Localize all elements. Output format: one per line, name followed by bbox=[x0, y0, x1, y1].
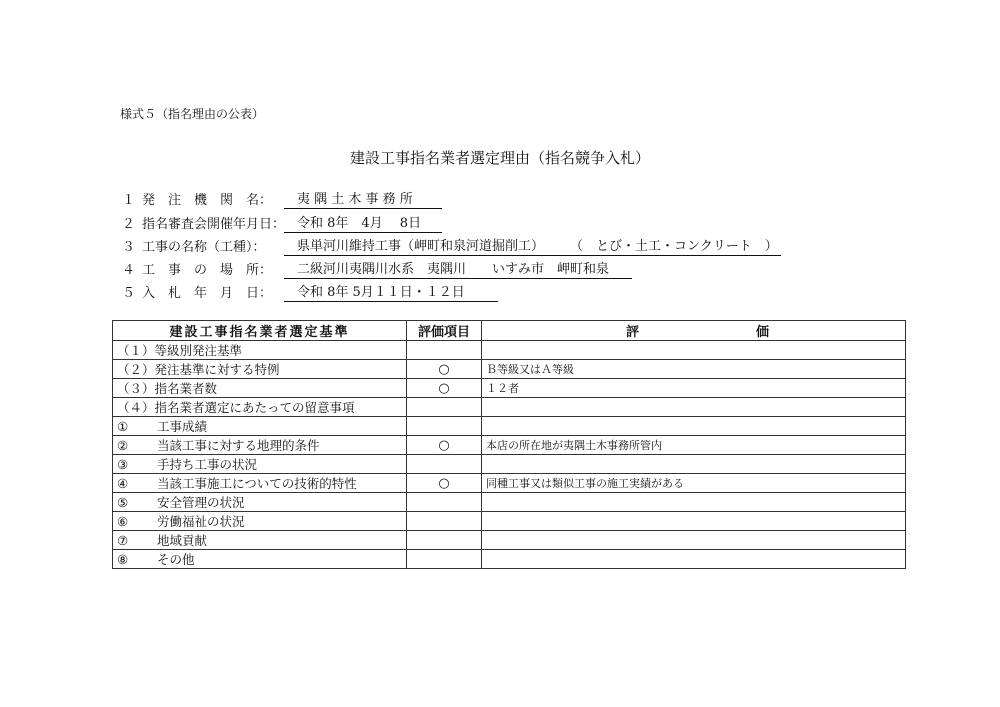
mark-cell: ○ bbox=[407, 360, 482, 379]
item-number: ④ bbox=[117, 476, 129, 491]
table-row bbox=[113, 550, 906, 569]
info-row-location bbox=[122, 259, 632, 277]
info-number: ３ bbox=[122, 239, 136, 255]
item-number: ⑦ bbox=[117, 533, 129, 548]
table-row bbox=[113, 379, 906, 398]
evaluation-cell bbox=[482, 341, 906, 360]
info-value: 令和 8年 5月１１日・１２日 bbox=[284, 281, 498, 302]
header-evaluation-right: 価 bbox=[755, 325, 769, 340]
criteria-cell bbox=[113, 531, 407, 550]
evaluation-cell bbox=[482, 455, 906, 474]
item-number: ② bbox=[117, 438, 129, 453]
evaluation-cell: 同種工事又は類似工事の施工実績がある bbox=[482, 474, 906, 493]
evaluation-cell bbox=[482, 512, 906, 531]
info-row-bid-date bbox=[122, 282, 498, 300]
criteria-text: 当該工事に対する地理的条件 bbox=[157, 438, 320, 453]
header-evaluation-left: 評 bbox=[626, 325, 640, 340]
table-row bbox=[113, 493, 906, 512]
info-label: 発 注 機 関 名： bbox=[142, 192, 273, 208]
header-criteria: 建設工事指名業者選定基準 bbox=[113, 321, 407, 341]
info-number: ５ bbox=[122, 285, 136, 301]
table-row bbox=[113, 360, 906, 379]
evaluation-cell: Ｂ等級又はＡ等級 bbox=[482, 360, 906, 379]
criteria-cell: （３）指名業者数 bbox=[113, 379, 407, 398]
criteria-text: 労働福祉の状況 bbox=[157, 514, 245, 529]
mark-cell bbox=[407, 512, 482, 531]
evaluation-cell bbox=[482, 493, 906, 512]
info-number: １ bbox=[122, 192, 136, 208]
item-number: ⑧ bbox=[117, 552, 129, 567]
table-row bbox=[113, 474, 906, 493]
criteria-cell bbox=[113, 550, 407, 569]
mark-cell: ○ bbox=[407, 436, 482, 455]
evaluation-cell bbox=[482, 398, 906, 417]
item-number: ③ bbox=[117, 457, 129, 472]
evaluation-cell bbox=[482, 417, 906, 436]
info-value: 二級河川夷隅川水系 夷隅川 いすみ市 岬町和泉 bbox=[284, 258, 632, 279]
page-title: 建設工事指名業者選定理由（指名競争入札） bbox=[349, 149, 650, 167]
info-label: 入 札 年 月 日： bbox=[142, 285, 273, 301]
table-row bbox=[113, 436, 906, 455]
criteria-cell bbox=[113, 436, 407, 455]
evaluation-cell bbox=[482, 531, 906, 550]
form-number: 様式５（指名理由の公表） bbox=[120, 107, 265, 121]
criteria-cell: （４）指名業者選定にあたっての留意事項 bbox=[113, 398, 407, 417]
info-value: 県単河川維持工事（岬町和泉河道掘削工） （ とび・土工・コンクリート ） bbox=[284, 235, 781, 256]
info-label: 指名審査会開催年月日： bbox=[142, 216, 286, 232]
info-row-project-name bbox=[122, 236, 781, 254]
criteria-cell bbox=[113, 417, 407, 436]
table-row bbox=[113, 512, 906, 531]
criteria-text: その他 bbox=[157, 552, 195, 567]
table-row bbox=[113, 455, 906, 474]
table-row bbox=[113, 398, 906, 417]
info-label: 工 事 の 場 所： bbox=[142, 262, 273, 278]
mark-cell bbox=[407, 550, 482, 569]
criteria-cell bbox=[113, 474, 407, 493]
table-header-row bbox=[113, 321, 906, 341]
table-row bbox=[113, 531, 906, 550]
evaluation-cell bbox=[482, 550, 906, 569]
mark-cell bbox=[407, 455, 482, 474]
info-row-ordering-agency bbox=[122, 189, 442, 207]
criteria-text: 工事成績 bbox=[157, 419, 208, 434]
mark-cell bbox=[407, 493, 482, 512]
info-number: ２ bbox=[122, 216, 136, 232]
mark-cell bbox=[407, 417, 482, 436]
table-row bbox=[113, 417, 906, 436]
info-label: 工事の名称（工種）： bbox=[142, 239, 266, 255]
header-evaluation-item: 評価項目 bbox=[407, 321, 482, 341]
criteria-cell bbox=[113, 455, 407, 474]
criteria-text: 当該工事施工についての技術的特性 bbox=[157, 476, 357, 491]
criteria-cell bbox=[113, 493, 407, 512]
info-value: 夷 隅 土 木 事 務 所 bbox=[284, 188, 442, 209]
info-number: ４ bbox=[122, 262, 136, 278]
criteria-text: 地域貢献 bbox=[157, 533, 208, 548]
table-row bbox=[113, 341, 906, 360]
item-number: ⑥ bbox=[117, 514, 129, 529]
mark-cell bbox=[407, 341, 482, 360]
header-evaluation bbox=[482, 321, 906, 341]
mark-cell bbox=[407, 398, 482, 417]
criteria-cell bbox=[113, 512, 407, 531]
criteria-cell: （２）発注基準に対する特例 bbox=[113, 360, 407, 379]
info-value: 令和 8年 4月 8日 bbox=[284, 212, 442, 233]
mark-cell bbox=[407, 531, 482, 550]
evaluation-cell: １２者 bbox=[482, 379, 906, 398]
criteria-text: 手持ち工事の状況 bbox=[157, 457, 258, 472]
selection-criteria-table bbox=[112, 320, 906, 569]
evaluation-cell: 本店の所在地が夷隅土木事務所管内 bbox=[482, 436, 906, 455]
mark-cell: ○ bbox=[407, 474, 482, 493]
item-number: ① bbox=[117, 419, 129, 434]
criteria-text: 安全管理の状況 bbox=[157, 495, 245, 510]
item-number: ⑤ bbox=[117, 495, 129, 510]
criteria-cell: （１）等級別発注基準 bbox=[113, 341, 407, 360]
mark-cell: ○ bbox=[407, 379, 482, 398]
info-row-review-date bbox=[122, 213, 442, 231]
